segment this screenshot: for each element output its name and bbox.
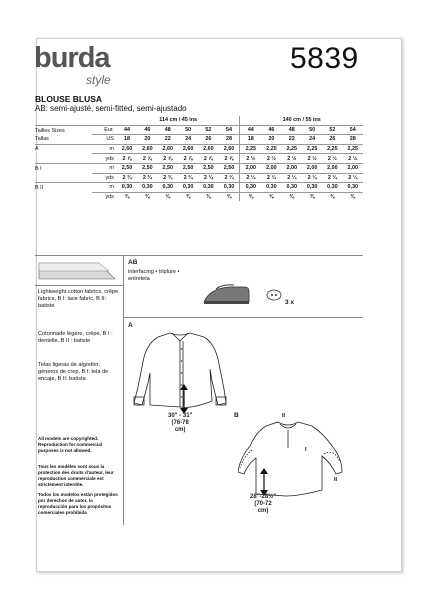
interfacing-divider [123,317,363,318]
fabric-amount: 2,60 [158,144,178,154]
fabric-amount: ⅜ [219,192,240,201]
length-arrow-a [178,384,190,414]
unit-label: m [92,183,116,193]
garment-title: BLOUSE BLUSA [35,94,103,104]
fabric-amount: 2 ¼ [343,173,363,183]
fabric-amount: 0,30 [219,183,240,193]
fabric-amount: 2 ¾ [198,173,218,183]
fabric-amount: 2,50 [137,163,157,173]
fabric-amount: 2 ⅞ [219,154,240,164]
fabric-amount: 2 ¾ [158,173,178,183]
unit-label: yds [92,173,116,183]
fabric-text-fr: Cotonnade légère, crêpe, B I : dentelle, B II : batiste [38,331,113,344]
view-b-length: 28"-28½" (70-72 cm) [250,494,277,515]
copyright-fr: Tous les modèles sont sous la protection des droits d'auteur, leur reproduction commerciale est strictement interdite. [38,464,114,487]
eur-size: 52 [322,125,342,135]
us-size: 22 [282,135,302,145]
fabric-amount: 2 ½ [302,154,322,164]
burda-logo: burda [34,42,110,74]
fabric-text-en: Lightweight cotton fabrics, crêpe fabrics, B I: lace fabric, B II: batiste [38,289,119,309]
column-divider [123,255,124,525]
fabric-amount: 2 ¼ [261,173,281,183]
unit-label: m [92,163,116,173]
interfacing-view-label: AB [128,259,138,266]
fabric-amount: ⅜ [261,192,281,201]
us-size: 22 [158,135,178,145]
fabric-row-yds [35,154,363,164]
fabric-amount: 2,00 [343,163,363,173]
copyright-es: Todos los modelos están protegidos por derechos de autor, la reproducción para los propósitos comerciales prohibida [38,492,118,515]
fabric-row-m [35,183,363,193]
fabric-amount: 2,00 [322,163,342,173]
burda-logo-style: style [86,73,111,87]
fabric-amount: ⅜ [240,192,261,201]
fabric-rows [35,144,363,201]
view-a-label: A [128,322,133,329]
fabric-amount: ⅜ [117,192,137,201]
fabric-amount: 2 ½ [343,154,363,164]
us-label: US [92,135,116,145]
fabric-amount: 2,25 [240,144,261,154]
width-header-row [35,116,363,125]
eur-size: 46 [137,125,157,135]
us-size: 28 [219,135,240,145]
fabric-amount: 2,00 [240,163,261,173]
fabric-amount: 2,60 [137,144,157,154]
fabric-amount: 2 ½ [322,154,342,164]
fabric-amount: 2 ¾ [219,173,240,183]
fabric-amount: 2 ½ [261,154,281,164]
view-b-part-1-label: I [305,447,307,453]
eur-label: Eur. [92,125,116,135]
fabric-amount: ⅜ [343,192,363,201]
eur-size: 44 [117,125,137,135]
fabric-amount: 2 ⅞ [178,154,198,164]
fabric-amount: ⅜ [282,192,302,201]
pattern-number: 5839 [290,42,359,75]
fabric-amount: 2,00 [261,163,281,173]
iron-icon [200,282,252,308]
fabric-amount: 2 ⅞ [117,154,137,164]
fabric-text-es: Telas ligeras de algodón, géneros de crep, B I: tela de encaje, B II: batista [38,362,109,382]
fabric-amount: 2 ¾ [137,173,157,183]
fabric-amount: 0,30 [302,183,322,193]
fabric-amount: 2,25 [261,144,281,154]
us-size: 20 [137,135,157,145]
fabric-requirements-table [35,116,363,201]
length-arrow-b [258,468,270,496]
fabric-amount: ⅜ [198,192,218,201]
view-label: A [35,144,92,154]
view-label: B II [35,183,92,193]
eur-size: 54 [343,125,363,135]
eur-size: 44 [240,125,261,135]
fabric-amount: 2,25 [302,144,322,154]
fabric-amount: 0,30 [261,183,281,193]
fabric-amount: 0,30 [343,183,363,193]
width-140: 140 cm / 55 ins [240,116,363,125]
view-b-part-2b-label: II [334,477,338,483]
fabric-fold-icon [37,259,119,283]
eur-size: 54 [219,125,240,135]
fabric-amount: ⅜ [178,192,198,201]
fabric-amount: 2 ½ [282,154,302,164]
fabric-amount: 2,00 [302,163,322,173]
section-divider [35,255,363,256]
fabric-amount: ⅜ [322,192,342,201]
fabric-amount: 0,30 [117,183,137,193]
fabric-row-yds [35,173,363,183]
us-size: 28 [343,135,363,145]
iron-setting-icon [266,289,282,301]
eur-size: 52 [198,125,218,135]
fabric-amount: 2,50 [158,163,178,173]
eur-size: 48 [158,125,178,135]
us-size: 24 [302,135,322,145]
view-a-length: 30" - 31" (76-78 cm) [168,413,193,434]
fabric-amount: 2 ¾ [117,173,137,183]
fabric-amount: 2 ¼ [240,173,261,183]
fabric-amount: 2,50 [178,163,198,173]
view-b-illustration [238,418,350,498]
fabric-row-m [35,163,363,173]
view-label: B I [35,163,92,173]
fabric-amount: 2,50 [198,163,218,173]
fabric-row-m [35,144,363,154]
fabric-amount: 2,50 [117,163,137,173]
fabric-amount: 2,25 [322,144,342,154]
us-size: 20 [261,135,281,145]
fabric-amount: ⅜ [137,192,157,201]
fabric-amount: 0,30 [282,183,302,193]
unit-label: yds [92,154,116,164]
view-b-label: B [234,412,239,419]
us-size: 26 [322,135,342,145]
eur-size: 50 [302,125,322,135]
copyright-en: All models are copyrighted. Reproduction for commercial purposes is not allowed. [38,436,103,453]
unit-label: m [92,144,116,154]
fabric-row-yds [35,192,363,201]
sizes-label: Tailles Sizes Tallas [35,125,92,144]
fabric-amount: 0,30 [158,183,178,193]
fabric-amount: 2,60 [117,144,137,154]
us-size: 26 [198,135,218,145]
interfacing-quantity: 3 x [285,299,295,306]
us-size: 18 [117,135,137,145]
fabric-amount: 2 ⅞ [158,154,178,164]
eur-size: 46 [261,125,281,135]
fabric-amount: ⅜ [158,192,178,201]
fabric-amount: 2,60 [178,144,198,154]
fabric-amount: 0,30 [178,183,198,193]
fabric-amount: 0,30 [137,183,157,193]
us-size: 24 [178,135,198,145]
fabric-amount: 2,60 [219,144,240,154]
unit-label: yds [92,192,116,201]
fabric-amount: 2,60 [198,144,218,154]
fabric-amount: 2 ¼ [302,173,322,183]
view-b-part-2-label: II [282,413,286,419]
fabric-amount: 2,00 [282,163,302,173]
fabric-amount: 2,25 [282,144,302,154]
fabric-amount: 2 ¼ [322,173,342,183]
fabric-amount: 2 ⅞ [137,154,157,164]
us-size: 18 [240,135,261,145]
fabric-amount: 2 ⅞ [198,154,218,164]
fabric-amount: 0,30 [322,183,342,193]
eur-size-row [35,125,363,135]
fabric-amount: 0,30 [240,183,261,193]
fabric-amount: 2 ¼ [282,173,302,183]
fabric-amount: 0,30 [198,183,218,193]
fabric-amount: ⅜ [302,192,322,201]
eur-size: 50 [178,125,198,135]
fabric-divider [35,285,123,286]
eur-size: 48 [282,125,302,135]
fabric-amount: 2,25 [343,144,363,154]
width-114: 114 cm / 45 ins [159,117,198,124]
fabric-amount: 2,50 [219,163,240,173]
fabric-amount: 2 ½ [240,154,261,164]
garment-subtitle: AB: semi-ajusté, semi-fitted, semi-ajustado [35,104,187,113]
fabric-amount: 2 ¾ [178,173,198,183]
interfacing-text: interfacing • triplure • entretela [128,269,180,282]
